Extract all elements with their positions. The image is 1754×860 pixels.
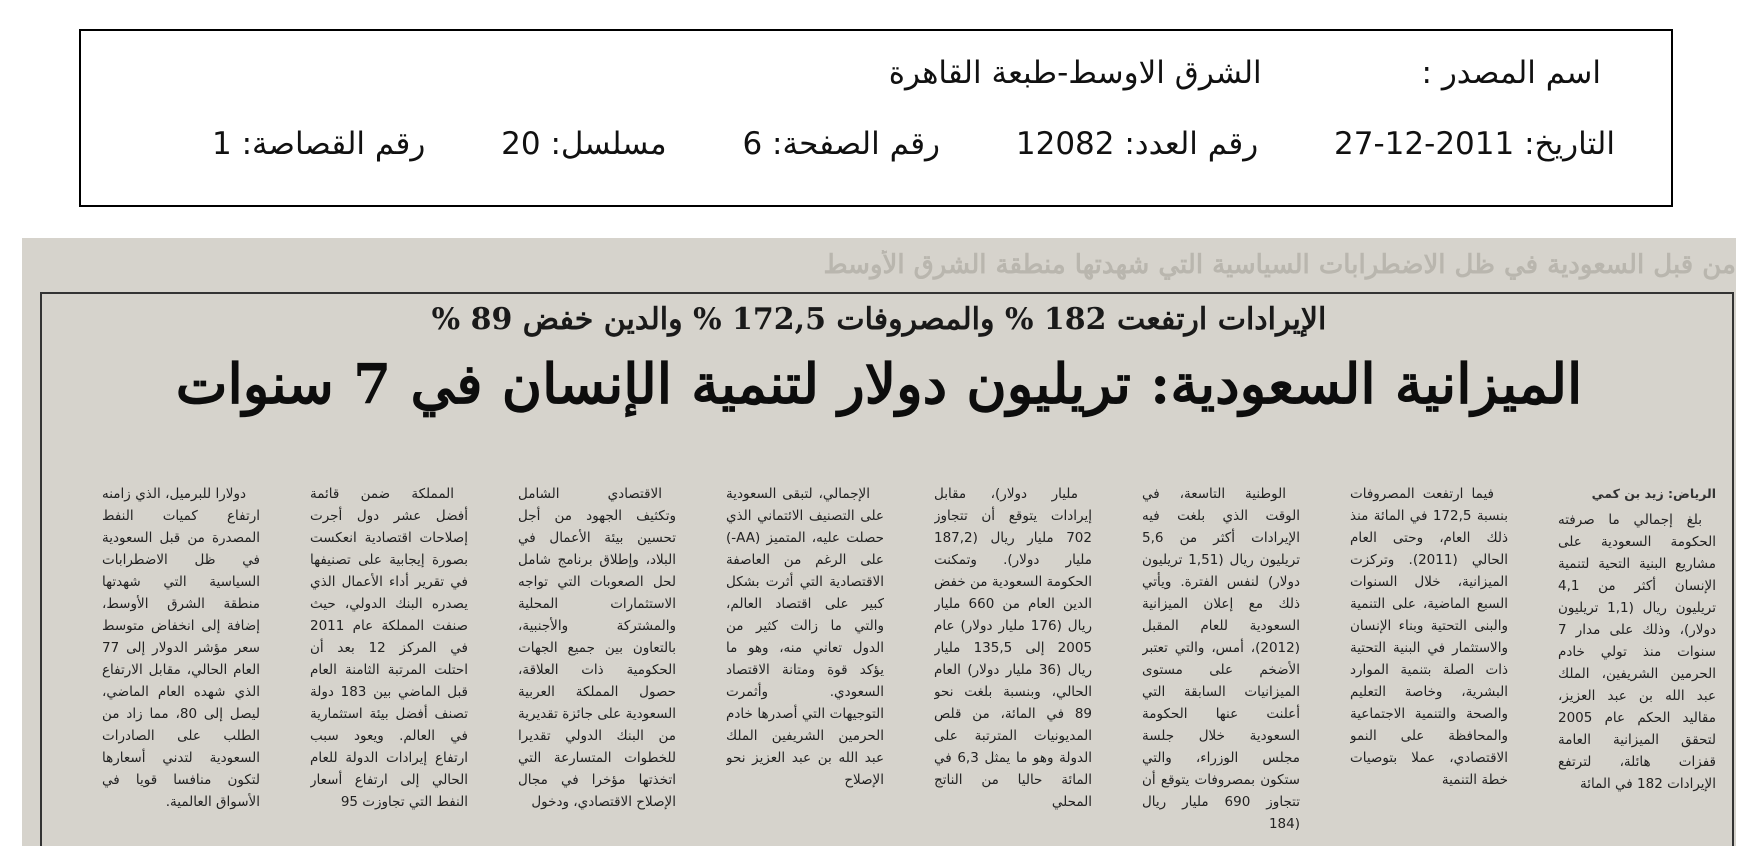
article-column-1 [1558, 483, 1716, 843]
clip-value: 1 [211, 126, 232, 162]
article-column-3 [1142, 483, 1300, 843]
serial-label: مسلسل: [550, 126, 667, 162]
article-subheadline: الإيرادات ارتفعت 182 % والمصروفات 172,5 % والدين خفض 89 % [431, 302, 1327, 337]
serial-field [501, 126, 666, 162]
column-text: المملكة ضمن قائمة أفضل عشر دول أجرت إصلاحات اقتصادية انعكست بصورة إيجابية على تصنيفها في تقرير أداء الأعمال الذي يصدره البنك الدولي، حيث صنفت المملكة عام 2011 في المركز 12 بعد أن احتلت المرتبة الثامنة العام قبل الماضي بين 183 دولة تصنف أفضل بيئة استثمارية في العالم. ويعود سبب ارتفاع إيرادات الدولة للعام الحالي إلى ارتفاع أسعار النفط التي تجاوزت 95 [310, 486, 468, 810]
article-column-2 [1350, 483, 1508, 843]
article-byline: الرياض: زيد بن كمي [1591, 486, 1716, 501]
column-text: فيما ارتفعت المصروفات بنسبة 172,5 في المائة منذ ذلك العام، وحتى العام الحالي (2011). وتركزت الميزانية، خلال السنوات السبع الماضية، على التنمية والبنى التحتية وبناء الإنسان والاستثمار في البنية التحتية ذات الصلة بتنمية الموارد البشرية، وخاصة التعليم والصحة والتنمية الاجتماعية والمحافظة على النمو الاقتصادي، عملا بتوصيات خطة التنمية [1350, 486, 1508, 788]
article-column-7 [310, 483, 468, 843]
date-field [1334, 126, 1615, 162]
column-text: مليار دولار)، مقابل إيرادات يتوقع أن تتجاوز 702 مليار ريال (187,2 مليار دولار). وتمكنت الحكومة السعودية من خفض الدين العام من 660 مليار ريال (176 مليار دولار) عام 2005 إلى 135,5 مليار ريال (36 مليار دولار) العام الحالي، وبنسبة بلغت نحو 89 في المائة، من قلص المديونيات المترتبة على الدولة وهو ما يمثل 6,3 في المائة حاليا من الناتج المحلي [934, 486, 1092, 810]
clip-field [212, 126, 425, 162]
column-text: الإجمالي، لتبقى السعودية على التصنيف الائتماني الذي حصلت عليه، المتميز (AA-) على الرغم من العاصفة الاقتصادية التي أثرت بشكل كبير على اقتصاد العالم، والتي ما زالت كثير من الدول تعاني منه، وهو ما يؤكد قوة ومتانة الاقتصاد السعودي. وأثمرت التوجيهات التي أصدرها خادم الحرمين الشريفين الملك عبد الله بن عبد العزيز نحو الإصلاح [726, 486, 884, 788]
issue-field [1016, 126, 1258, 162]
column-text: بلغ إجمالي ما صرفته الحكومة السعودية على مشاريع البنية التحية لتنمية الإنسان أكثر من 4,1 تريليون ريال (1,1 تريليون دولار)، وذلك على مدار 7 سنوات منذ تولي خادم الحرمين الشريفين، الملك عبد الله بن عبد العزيز، مقاليد الحكم عام 2005 لتحقق الميزانية العامة قفزات هائلة، لترتفع الإيرادات 182 في المائة [1558, 512, 1716, 792]
clip-label: رقم القصاصة: [241, 126, 426, 162]
article-column-4 [934, 483, 1092, 843]
issue-value: 12082 [1015, 126, 1115, 162]
column-text: الاقتصادي الشامل وتكثيف الجهود من أجل تحسين بيئة الأعمال في البلاد، وإطلاق برنامج شامل لحل الصعوبات التي تواجه الاستثمارات المحلية والمشتركة والأجنبية، بالتعاون بين جميع الجهات الحكومية ذات العلاقة، حصول المملكة العربية السعودية على جائزة تقديرية من البنك الدولي تقديرا للخطوات المتسارعة التي اتخذتها مؤخرا في مجال الإصلاح الاقتصادي، ودخول [518, 486, 676, 810]
article-columns [46, 483, 1716, 846]
serial-value: 20 [501, 126, 541, 162]
issue-details-row [212, 126, 1615, 162]
page-value: 6 [742, 126, 763, 162]
source-metadata-box [79, 29, 1673, 207]
page-label: رقم الصفحة: [772, 126, 941, 162]
source-row [889, 55, 1601, 91]
article-column-6 [518, 483, 676, 843]
article-column-8 [102, 483, 260, 843]
bleed-through-text: من قبل السعودية في ظل الاضطرابات السياسية التي شهدتها منطقة الشرق الأوسط [823, 250, 1736, 280]
date-value: 2011-12-27 [1334, 126, 1515, 162]
issue-label: رقم العدد: [1124, 126, 1259, 162]
column-text: دولارا للبرميل، الذي زامنه ارتفاع كميات النفط المصدرة من قبل السعودية في ظل الاضطرابات السياسية التي شهدتها منطقة الشرق الأوسط، إضافة إلى انخفاض متوسط سعر مؤشر الدولار إلى 77 العام الحالي، مقابل الارتفاع الذي شهده العام الماضي، ليصل إلى 80، مما زاد من الطلب على الصادرات السعودية لتدني أسعارها لتكون منافسا قويا في الأسواق العالمية. [102, 486, 260, 810]
column-text: الوطنية التاسعة، في الوقت الذي بلغت فيه الإيرادات أكثر من 5,6 تريليون ريال (1,51 تريليون دولار) لنفس الفترة. ويأتي ذلك مع إعلان الميزانية السعودية للعام المقبل (2012)، أمس، والتي تعتبر الأضخم على مستوى الميزانيات السابقة التي أعلنت عنها الحكومة السعودية خلال جلسة مجلس الوزراء، والتي ستكون بمصروفات يتوقع أن تتجاوز 690 مليار ريال (184 [1142, 486, 1300, 832]
date-label: التاريخ: [1524, 126, 1615, 162]
source-value: الشرق الاوسط-طبعة القاهرة [888, 55, 1262, 91]
article-column-5 [726, 483, 884, 843]
newspaper-clipping [22, 238, 1736, 846]
source-label: اسم المصدر : [1421, 55, 1601, 91]
page-field [742, 126, 940, 162]
article-headline: الميزانية السعودية: تريليون دولار لتنمية الإنسان في 7 سنوات [175, 351, 1583, 416]
